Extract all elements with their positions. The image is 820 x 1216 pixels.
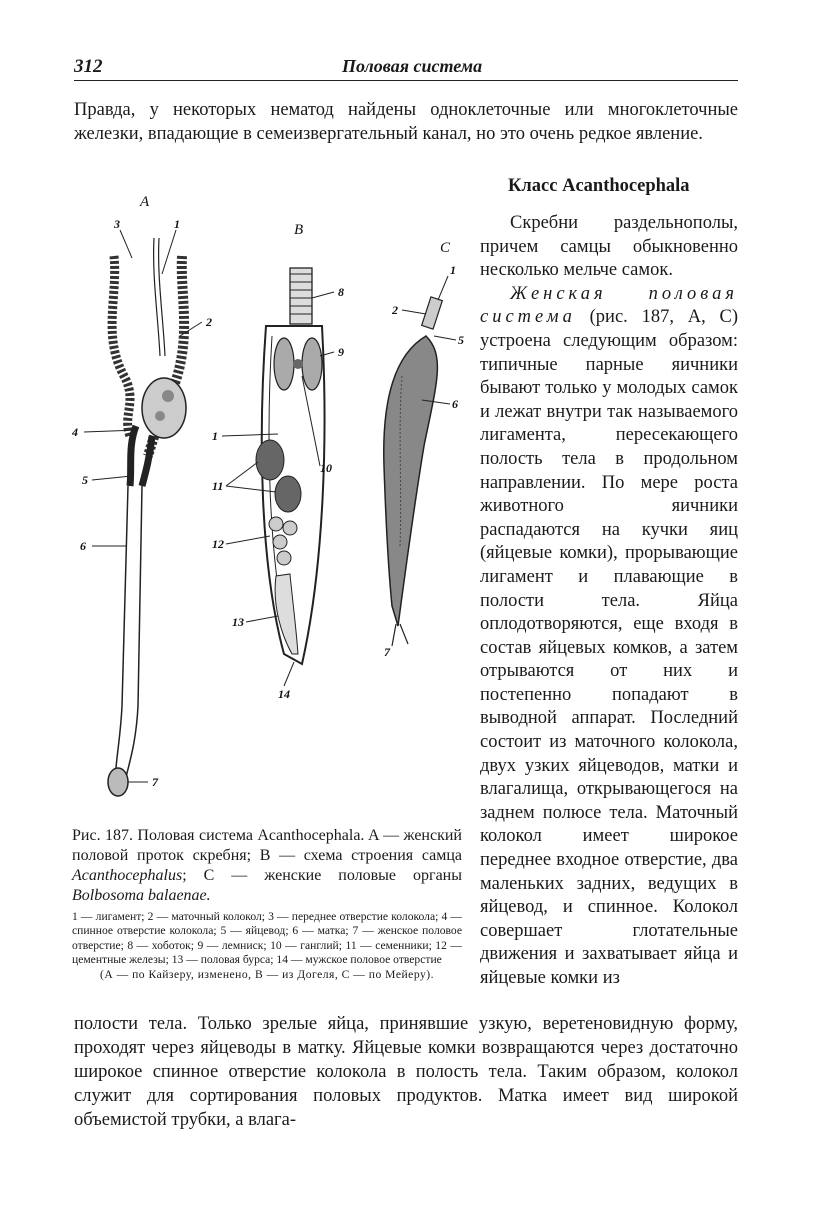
label-c-5: 5 [458,333,464,347]
caption-main [72,826,462,906]
leader-line [92,476,132,480]
label-c-7: 7 [384,645,390,659]
caption-credit: (А — по Кайзеру, изменено, В — из Догеля, С — по Мейеру). [99,967,435,981]
vagina [108,768,128,796]
leader-line [120,230,132,258]
label-b-12: 12 [212,537,224,551]
label-a-3: 3 [114,217,120,231]
label-c-2: 2 [392,303,398,317]
leader-line [162,230,176,274]
panel-label-a: A [140,194,150,210]
page-header [74,54,738,81]
label-a-7: 7 [152,775,158,789]
label-c-6: 6 [452,397,458,411]
lemniscus [302,338,322,390]
caption-species: Bolbosoma balaenae. [72,887,211,904]
female-uterus [384,336,438,626]
cement-gland [273,535,287,549]
label-b-10: 10 [320,461,332,475]
leader-line [312,292,334,298]
ligament-strand [159,238,165,356]
leader-line [226,486,276,492]
ganglion [293,359,303,369]
oviduct [142,436,152,486]
oviduct [130,426,136,486]
label-b-9: 9 [338,345,344,359]
uterine-bell [422,297,443,329]
term-female-system: Женская половая система [480,283,738,328]
page-number: 312 [74,56,103,77]
leader-line [284,662,294,686]
figure-187 [62,186,472,826]
section-para-2 [480,283,738,991]
leader-line [226,536,270,544]
running-head: Половая система [342,56,483,76]
label-a-2: 2 [206,315,212,329]
label-b-1: 1 [212,429,218,443]
leader-line [226,462,258,486]
label-c-1: 1 [450,263,456,277]
leader-line [402,310,426,314]
label-a-4: 4 [72,425,78,439]
label-b-11: 11 [212,479,224,493]
closing-paragraph: полости тела. Только зрелые яйца, принявшие узкую, веретеновидную форму, проходят через яйцеводы в матку. Яйцевые комки возвращаются через достаточно широкое спинное отверстие колокола в полость тела. Таким образом, колокол служит для сортирования половых продуктов. Матка имеет вид широкой объемистой трубки, а влага- [74,1014,738,1130]
label-a-5: 5 [82,473,88,487]
testis [256,440,284,480]
leader-line [320,352,334,356]
testis [275,476,301,512]
proboscis [290,268,312,324]
figure-drawing [62,186,472,826]
figure-caption [72,826,462,982]
caption-part-c: ; C — женские половые органы [182,867,462,884]
uterine-bell [142,378,186,438]
lemniscus [274,338,294,390]
label-b-13: 13 [232,615,244,629]
cement-gland [269,517,283,531]
right-column-text [480,212,738,991]
leader-line [434,336,456,340]
label-b-14: 14 [278,687,290,701]
leader-line [438,276,448,300]
intro-paragraph: Правда, у некоторых нематод найдены одноклеточные или многоклеточные железки, впадающие в семеизвергательный канал, но это очень редкое явление. [74,100,738,144]
leader-line [222,434,278,436]
copulatory-bursa [275,574,298,654]
caption-legend: 1 — лигамент; 2 — маточный колокол; 3 — переднее отверстие колокола; 4 — спинное отверстие колокола; 5 — яйцевод; 6 — матка; 7 — женское половое отверстие; 8 — хоботок; 9 — лемниск; 10 — ганглий; 11 — семенники; 12 — цементные железы; 13 — половая бурса; 14 — мужское половое отверстие [72,910,462,967]
cement-gland [277,551,291,565]
label-a-6: 6 [80,539,86,553]
egg-ball [162,390,174,402]
label-a-1: 1 [174,217,180,231]
uterus [116,486,128,786]
caption-part-a: A — женский половой проток скребня; [72,827,462,864]
leader-line [180,322,202,336]
section-para-2-text: (рис. 187, А, С) устроена следующим образом: типичные парные яичники бывают только у молодых самок и лежат внутри так называемого лигамента, пересекающего полость тела в продольном направлении. По мере роста животного яичники распадаются на кучки яиц (яйцевые комки), прорывающие лигамент и плавающие в полости тела. Яйца оплодотворяются, еще входя в состав яйцевых комков, а затем отрываются от них и постепенно попадают в выводной аппарат. Последний состоит из маточного колокола, двух узких яйцеводов, матки и влагалища, открывающегося на заднем полюсе тела. Маточный колокол имеет широкое переднее входное отверстие, два маленьких задних, ведущих в яйцевод, и спинное. Колокол совершает глотательные движения и захватывает яйца и яйцевые комки из [480,307,739,988]
label-b-8: 8 [338,285,344,299]
vagina [392,624,408,646]
uterine-bell-wall [112,256,130,436]
caption-title: Рис. 187. Половая система Acanthocephala. [72,827,365,844]
caption-part-b: B — схема строения самца [259,847,463,864]
leader-line [84,430,138,432]
caption-genus: Acanthocephalus [72,867,183,884]
cement-gland [283,521,297,535]
section-title: Класс Acanthocephala [508,176,690,196]
leader-line [246,616,278,622]
egg-ball [155,411,165,421]
panel-label-b: B [294,222,304,238]
section-para-1: Скребни раздельнополы, причем самцы обыкновенно несколько мельче самок. [480,213,738,281]
panel-label-c: C [440,240,451,256]
